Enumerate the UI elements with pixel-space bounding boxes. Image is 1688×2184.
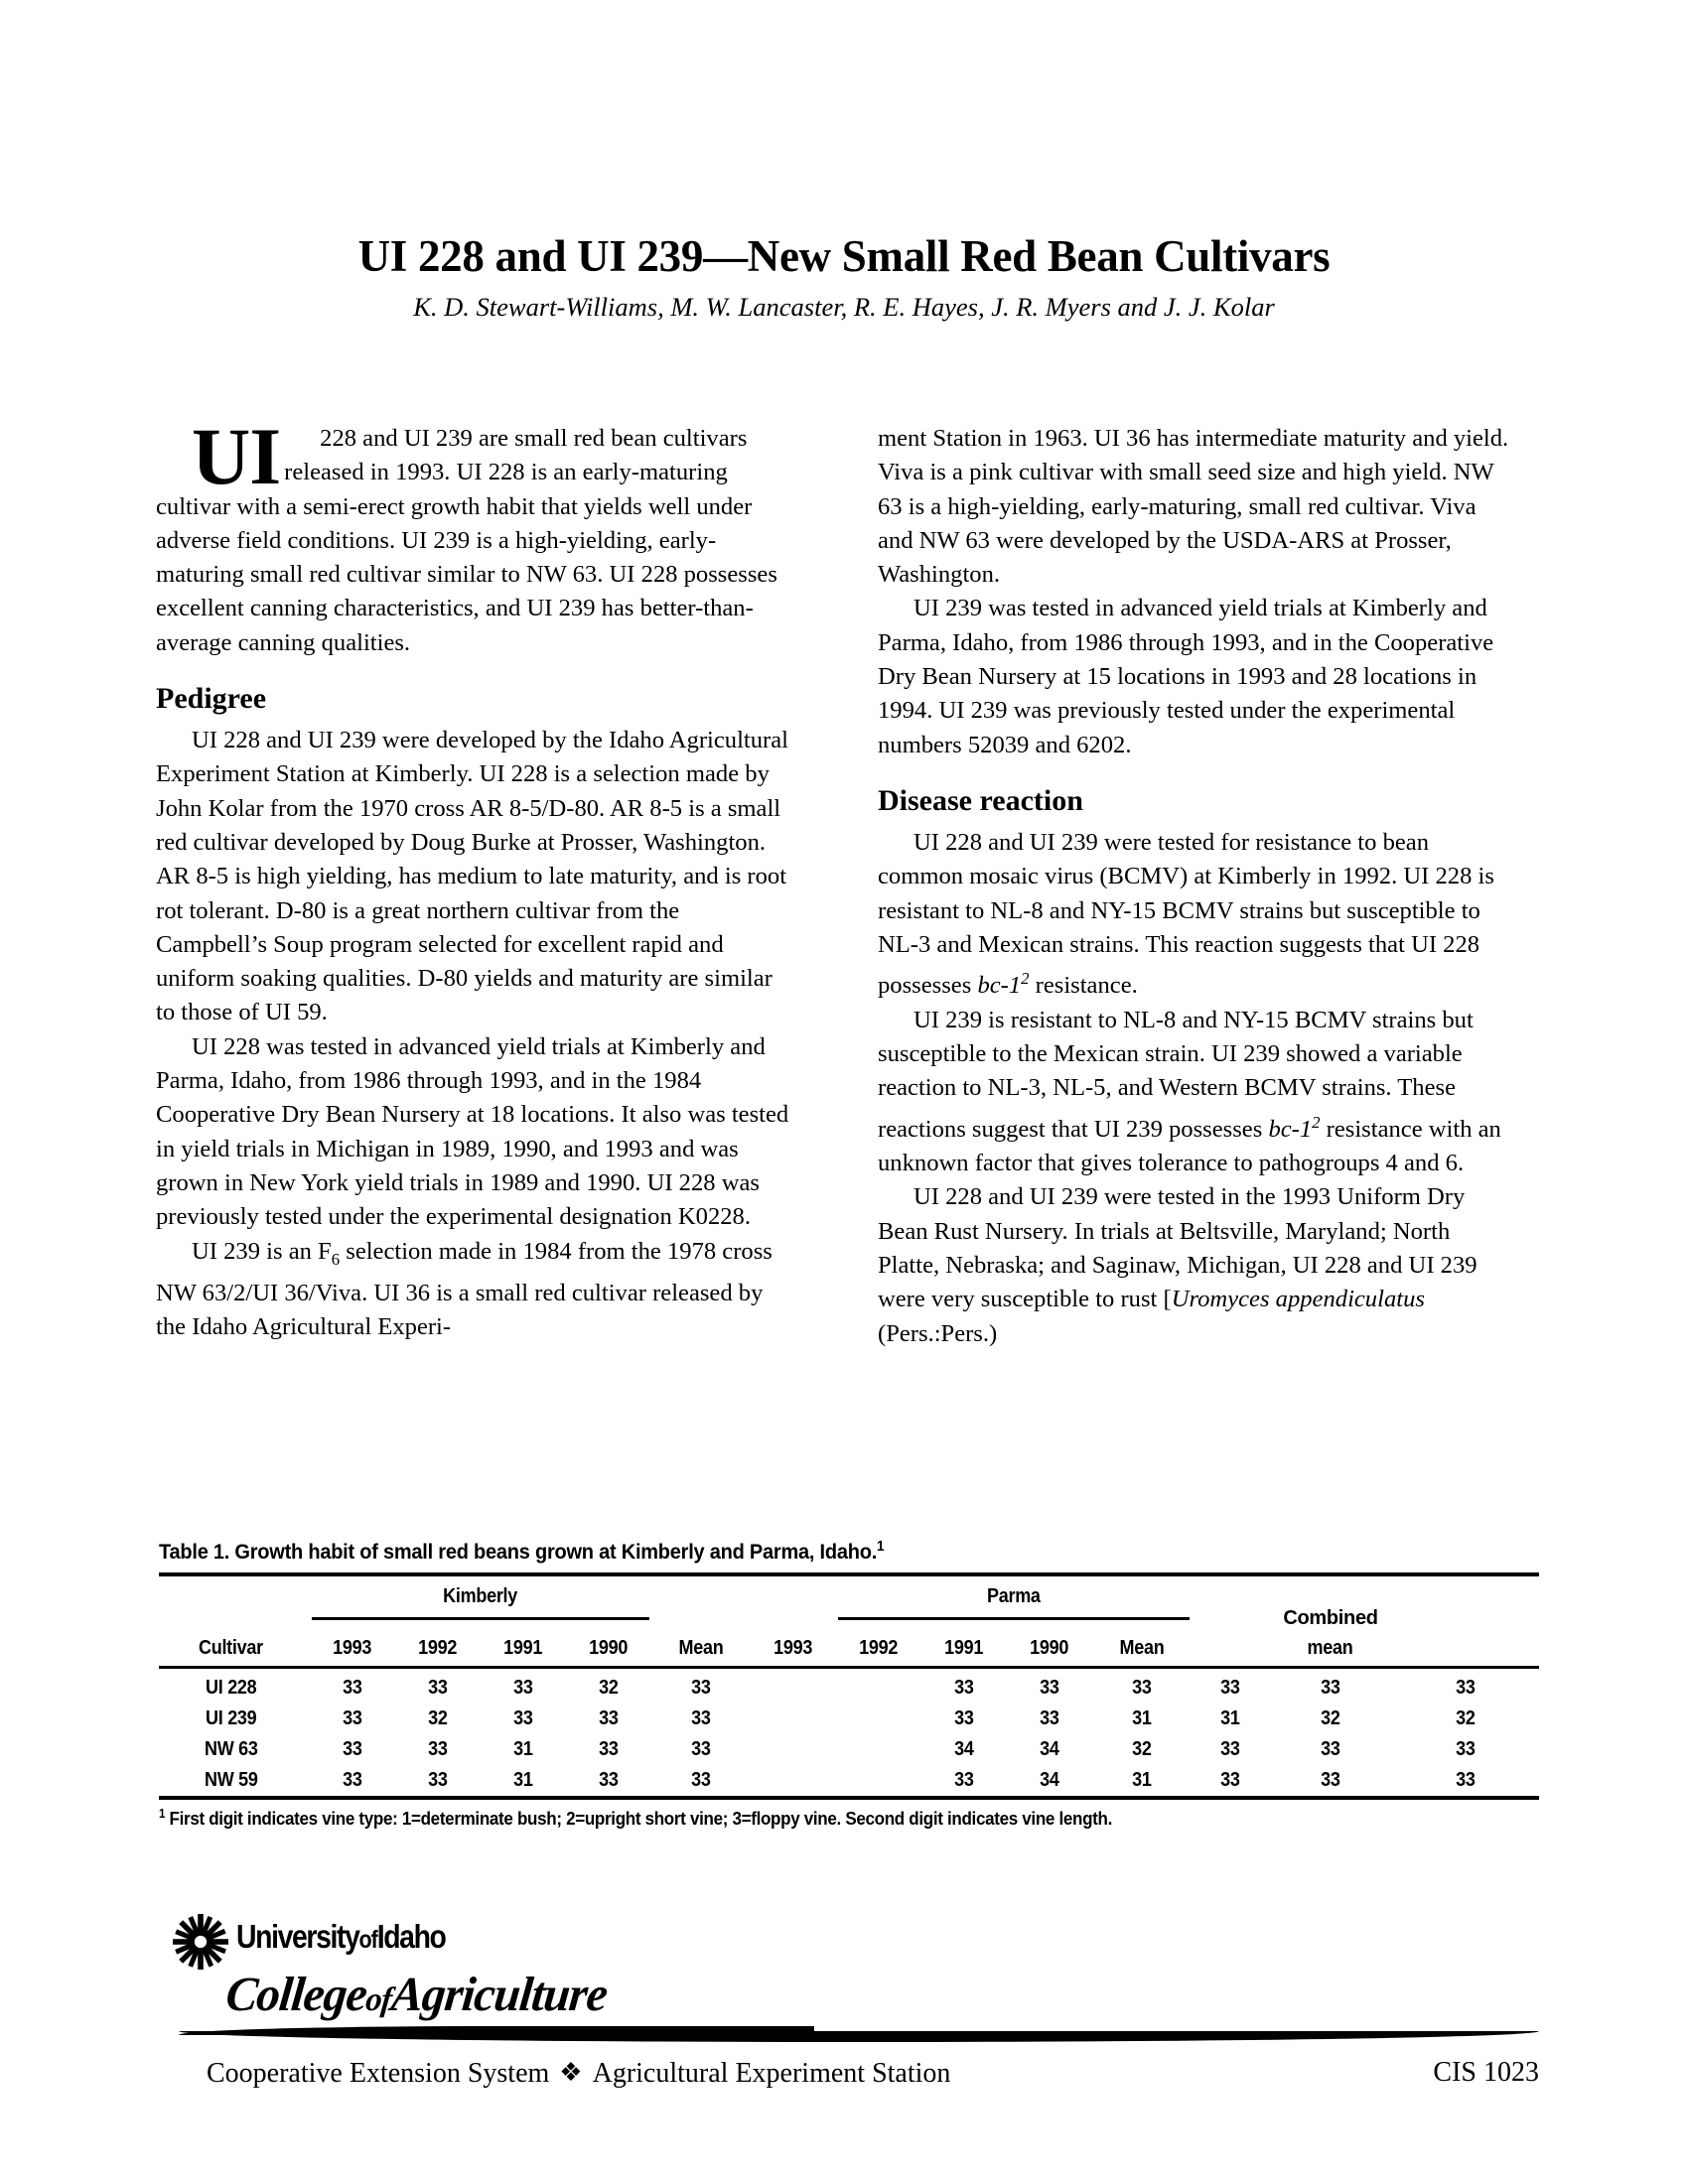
cell-value (836, 1704, 921, 1734)
column-header-parma-1991: 1991 (944, 1637, 984, 1660)
cell-value: 33 (691, 1738, 711, 1761)
column-header-trailing-blank (1392, 1620, 1539, 1666)
table-caption-text: Table 1. Growth habit of small red beans grown at Kimberly and Parma, Idaho. (159, 1540, 878, 1565)
table-row (159, 1669, 1539, 1704)
growth-habit-table (159, 1576, 1539, 1666)
pedigree-paragraph-3 (156, 1235, 791, 1345)
cell-value: 33 (599, 1707, 619, 1730)
page-title: UI 228 and UI 239—New Small Red Bean Cultivars (357, 231, 1331, 281)
logo-college-of-agriculture-text (223, 1966, 610, 2022)
logo-of: of (358, 1926, 377, 1954)
span-rule-parma (836, 1610, 1192, 1620)
cell-value: 33 (428, 1738, 448, 1761)
logo-university: University (236, 1918, 359, 1955)
span-rule-gap-1 (651, 1610, 751, 1620)
disease-p3-part-a: UI 228 and UI 239 were tested in the 1993 Uniform Dry Bean Rust Nursery. In trials at Beltsville, Maryland; North Platte, Nebraska; and Saginaw, Michigan, UI 228 and UI 239 were very susceptible to rust [ (878, 1183, 1477, 1313)
body-column-left (156, 411, 791, 1344)
cell-value: 33 (1456, 1769, 1476, 1792)
column-header-kimberly-mean: Mean (678, 1637, 724, 1660)
intro-text: 228 and UI 239 are small red bean cultivars released in 1993. UI 228 is an early-maturing cultivar with a semi-erect growth habit that yields well under adverse field conditions. UI 239 is a high-yielding, early-maturing small red cultivar similar to NW 63. UI 228 possesses excellent canning characteristics, and UI 239 has better-than-average canning qualities. (156, 425, 777, 656)
cell-value: 34 (954, 1738, 974, 1761)
group-header-gap-3 (1192, 1576, 1269, 1610)
logo-agriculture: Agriculture (388, 1967, 610, 2021)
pedigree-paragraph-1: UI 228 and UI 239 were developed by the Idaho Agricultural Experiment Station at Kimberly. UI 228 is a selection made by John Kolar from the 1970 cross AR 8-5/D-80. AR 8-5 is a small red cultivar developed by Doug Burke at Prosser, Washington. AR 8-5 is high yielding, has medium to late maturity, and is root rot tolerant. D-80 is a great northern cultivar from the Campbell’s Soup program selected for excellent rapid and uniform soaking qualities. D-80 yields and maturity are similar to those of UI 59. (156, 727, 788, 1026)
column-header-parma-1990: 1990 (1030, 1637, 1069, 1660)
pedigree-paragraph-4: UI 239 was tested in advanced yield trials at Kimberly and Parma, Idaho, from 1986 through 1993, and in the Cooperative Dry Bean Nursery at 15 locations in 1993 and 28 locations in 1994. UI 239 was previously tested under the experimental numbers 52039 and 6202. (878, 595, 1494, 758)
footer-organizations (207, 2055, 950, 2092)
disease-p1-part-b: resistance. (1029, 972, 1138, 1000)
table-group-header-row (159, 1576, 1539, 1610)
cell-value (751, 1765, 836, 1796)
disease-p3-part-b: (Pers.:Pers.) (878, 1319, 998, 1347)
cell-value: 33 (599, 1738, 619, 1761)
cell-value: 32 (599, 1677, 619, 1700)
cell-value: 33 (1220, 1677, 1240, 1700)
column-header-parma-1993: 1993 (774, 1637, 813, 1660)
cell-value: 33 (1132, 1677, 1152, 1700)
table-row (159, 1765, 1539, 1796)
column-header-kimberly-1992: 1992 (418, 1637, 458, 1660)
gene-symbol-bc1-second: bc-1 (1268, 1115, 1313, 1143)
cell-value: 32 (1321, 1707, 1340, 1730)
f6-subscript: 6 (331, 1249, 341, 1269)
table-column-header-row (159, 1620, 1539, 1666)
cell-cultivar: NW 63 (205, 1738, 258, 1761)
species-name-italic: Uromyces appendiculatus (1171, 1286, 1425, 1313)
logo-university-of-idaho-text (236, 1918, 446, 1956)
cell-value: 31 (1132, 1769, 1152, 1792)
span-rule-gap-3 (1192, 1610, 1269, 1620)
intro-paragraph (156, 411, 791, 660)
disease-p2-part-b: resistance with an unknown factor that gives tolerance to pathogroups 4 and 6. (878, 1115, 1501, 1177)
span-rule-spacer (159, 1610, 310, 1620)
cell-value: 33 (1040, 1707, 1059, 1730)
group-header-gap-5 (1392, 1576, 1539, 1610)
cell-value (836, 1765, 921, 1796)
table-footnote (159, 1807, 1429, 1830)
cell-value: 33 (691, 1769, 711, 1792)
cell-value: 33 (1321, 1769, 1340, 1792)
logo-college: College (223, 1967, 369, 2021)
author-byline: K. D. Stewart-Williams, M. W. Lancaster, R. E. Hayes, J. R. Myers and J. J. Kolar (413, 292, 1275, 322)
table-bottom-rule (159, 1796, 1539, 1800)
cell-value: 32 (1456, 1707, 1476, 1730)
cell-value: 33 (954, 1707, 974, 1730)
table-caption (159, 1534, 1443, 1565)
column-header-parma-1992: 1992 (859, 1637, 899, 1660)
disease-p1-part-a: UI 228 and UI 239 were tested for resistance to bean common mosaic virus (BCMV) at Kimberly in 1992. UI 228 is resistant to NL-8 and NY-15 BCMV strains but susceptible to NL-3 and Mexican strains. This reaction suggests that UI 228 possesses (878, 828, 1494, 1000)
university-logo (159, 1914, 1539, 2089)
column-header-combined-mean (1269, 1607, 1392, 1666)
logo-college-of: of (363, 1981, 393, 2018)
cell-value: 31 (1132, 1707, 1152, 1730)
table-caption-footnote-marker: 1 (877, 1539, 885, 1555)
cell-value: 33 (1456, 1738, 1476, 1761)
cell-value: 33 (343, 1707, 362, 1730)
table-row (159, 1704, 1539, 1734)
growth-habit-table-block (159, 1534, 1539, 1830)
cell-value: 31 (1220, 1707, 1240, 1730)
group-header-parma: Parma (987, 1585, 1041, 1608)
gene-symbol-superscript: 2 (1021, 969, 1030, 989)
group-header-gap-4 (1269, 1576, 1392, 1610)
column-header-kimberly-1993: 1993 (333, 1637, 372, 1660)
cell-value: 34 (1040, 1738, 1059, 1761)
cell-value: 33 (428, 1677, 448, 1700)
column-header-parma-mean: Mean (1119, 1637, 1165, 1660)
title-block (149, 230, 1539, 324)
section-heading-disease-reaction: Disease reaction (878, 783, 1083, 817)
group-header-gap-1 (651, 1576, 751, 1610)
pedigree-continuation: ment Station in 1963. UI 36 has intermediate maturity and yield. Viva is a pink cultivar with small seed size and high yield. NW 63 is a high-yielding, early-maturing, small red cultivar. Viva and NW 63 were developed by the USDA-ARS at Prosser, Washington. (878, 425, 1509, 589)
cell-value: 33 (1321, 1677, 1340, 1700)
cell-value (751, 1704, 836, 1734)
group-header-kimberly: Kimberly (443, 1585, 518, 1608)
cell-value: 33 (599, 1769, 619, 1792)
combined-mean-line2: mean (1308, 1637, 1353, 1660)
cell-value: 33 (1456, 1677, 1476, 1700)
pedigree-p3-part-b: selection made in 1984 from the 1978 cross NW 63/2/UI 36/Viva. UI 36 is a small red cultivar released by the Idaho Agricultural Experi- (156, 1237, 773, 1341)
cell-cultivar: UI 228 (206, 1677, 257, 1700)
growth-habit-table-body (159, 1669, 1539, 1796)
cell-value: 32 (428, 1707, 448, 1730)
cell-value (751, 1734, 836, 1765)
disease-paragraph-1 (878, 826, 1513, 1004)
cell-value: 33 (343, 1677, 362, 1700)
span-rule-kimberly (310, 1610, 651, 1620)
column-header-kimberly-1990: 1990 (589, 1637, 629, 1660)
logo-idaho: Idaho (376, 1918, 446, 1955)
section-heading-pedigree: Pedigree (156, 682, 267, 716)
drop-cap: UI (192, 411, 281, 501)
cell-value: 33 (343, 1769, 362, 1792)
body-column-right (878, 422, 1513, 1351)
cell-value (836, 1669, 921, 1704)
span-rule-gap-2 (751, 1610, 836, 1620)
cell-value: 33 (428, 1769, 448, 1792)
combined-mean-line1: Combined (1283, 1607, 1378, 1630)
page-footer (159, 1914, 1539, 2089)
cell-cultivar: NW 59 (205, 1769, 258, 1792)
cell-value: 32 (1132, 1738, 1152, 1761)
cell-value (836, 1734, 921, 1765)
column-header-cultivar: Cultivar (198, 1637, 263, 1660)
cell-value: 31 (513, 1769, 533, 1792)
table-row (159, 1734, 1539, 1765)
column-header-blank (1192, 1620, 1269, 1666)
cell-value: 34 (1040, 1769, 1059, 1792)
experiment-station-label: Agricultural Experiment Station (592, 2058, 951, 2089)
cell-value: 33 (1220, 1769, 1240, 1792)
logo-swoosh-rule (179, 2031, 1539, 2042)
group-header-spacer (159, 1576, 310, 1610)
gene-symbol-bc1: bc-1 (977, 972, 1022, 1000)
cooperative-extension-label: Cooperative Extension System (207, 2058, 550, 2089)
cell-value (751, 1669, 836, 1704)
cell-cultivar: UI 239 (206, 1707, 257, 1730)
pedigree-p3-part-a: UI 239 is an F (192, 1237, 332, 1265)
starburst-icon (173, 1914, 228, 1970)
diamond-separator-icon: ❖ (559, 2058, 583, 2087)
cell-value: 33 (343, 1738, 362, 1761)
gene-symbol-superscript-second: 2 (1312, 1112, 1321, 1132)
cell-value: 33 (1040, 1677, 1059, 1700)
cell-value: 33 (1321, 1738, 1340, 1761)
cell-value: 33 (513, 1677, 533, 1700)
publication-id: CIS 1023 (1433, 2057, 1539, 2088)
group-header-gap-2 (751, 1576, 836, 1610)
cell-value: 33 (691, 1707, 711, 1730)
footnote-marker: 1 (159, 1807, 166, 1822)
cell-value: 33 (691, 1677, 711, 1700)
disease-paragraph-3 (878, 1180, 1513, 1350)
footnote-text: First digit indicates vine type: 1=determinate bush; 2=upright short vine; 3=floppy vine. Second digit indicates vine length. (165, 1808, 1112, 1830)
disease-paragraph-2 (878, 1004, 1513, 1181)
cell-value: 33 (513, 1707, 533, 1730)
cell-value: 33 (954, 1769, 974, 1792)
cell-value: 33 (1220, 1738, 1240, 1761)
pedigree-paragraph-2: UI 228 was tested in advanced yield trials at Kimberly and Parma, Idaho, from 1986 through 1993, and in the 1984 Cooperative Dry Bean Nursery at 18 locations. It also was tested in yield trials in Michigan in 1989, 1990, and 1993 and was grown in New York yield trials in 1989 and 1990. UI 228 was previously tested under the experimental designation K0228. (156, 1032, 789, 1231)
span-rule-gap-5 (1392, 1610, 1539, 1620)
cell-value: 33 (954, 1677, 974, 1700)
cell-value: 31 (513, 1738, 533, 1761)
column-header-kimberly-1991: 1991 (503, 1637, 543, 1660)
disease-p2-part-a: UI 239 is resistant to NL-8 and NY-15 BCMV strains but susceptible to the Mexican strain. UI 239 showed a variable reaction to NL-3, NL-5, and Western BCMV strains. These reactions suggest that UI 239 possesses (878, 1006, 1474, 1143)
